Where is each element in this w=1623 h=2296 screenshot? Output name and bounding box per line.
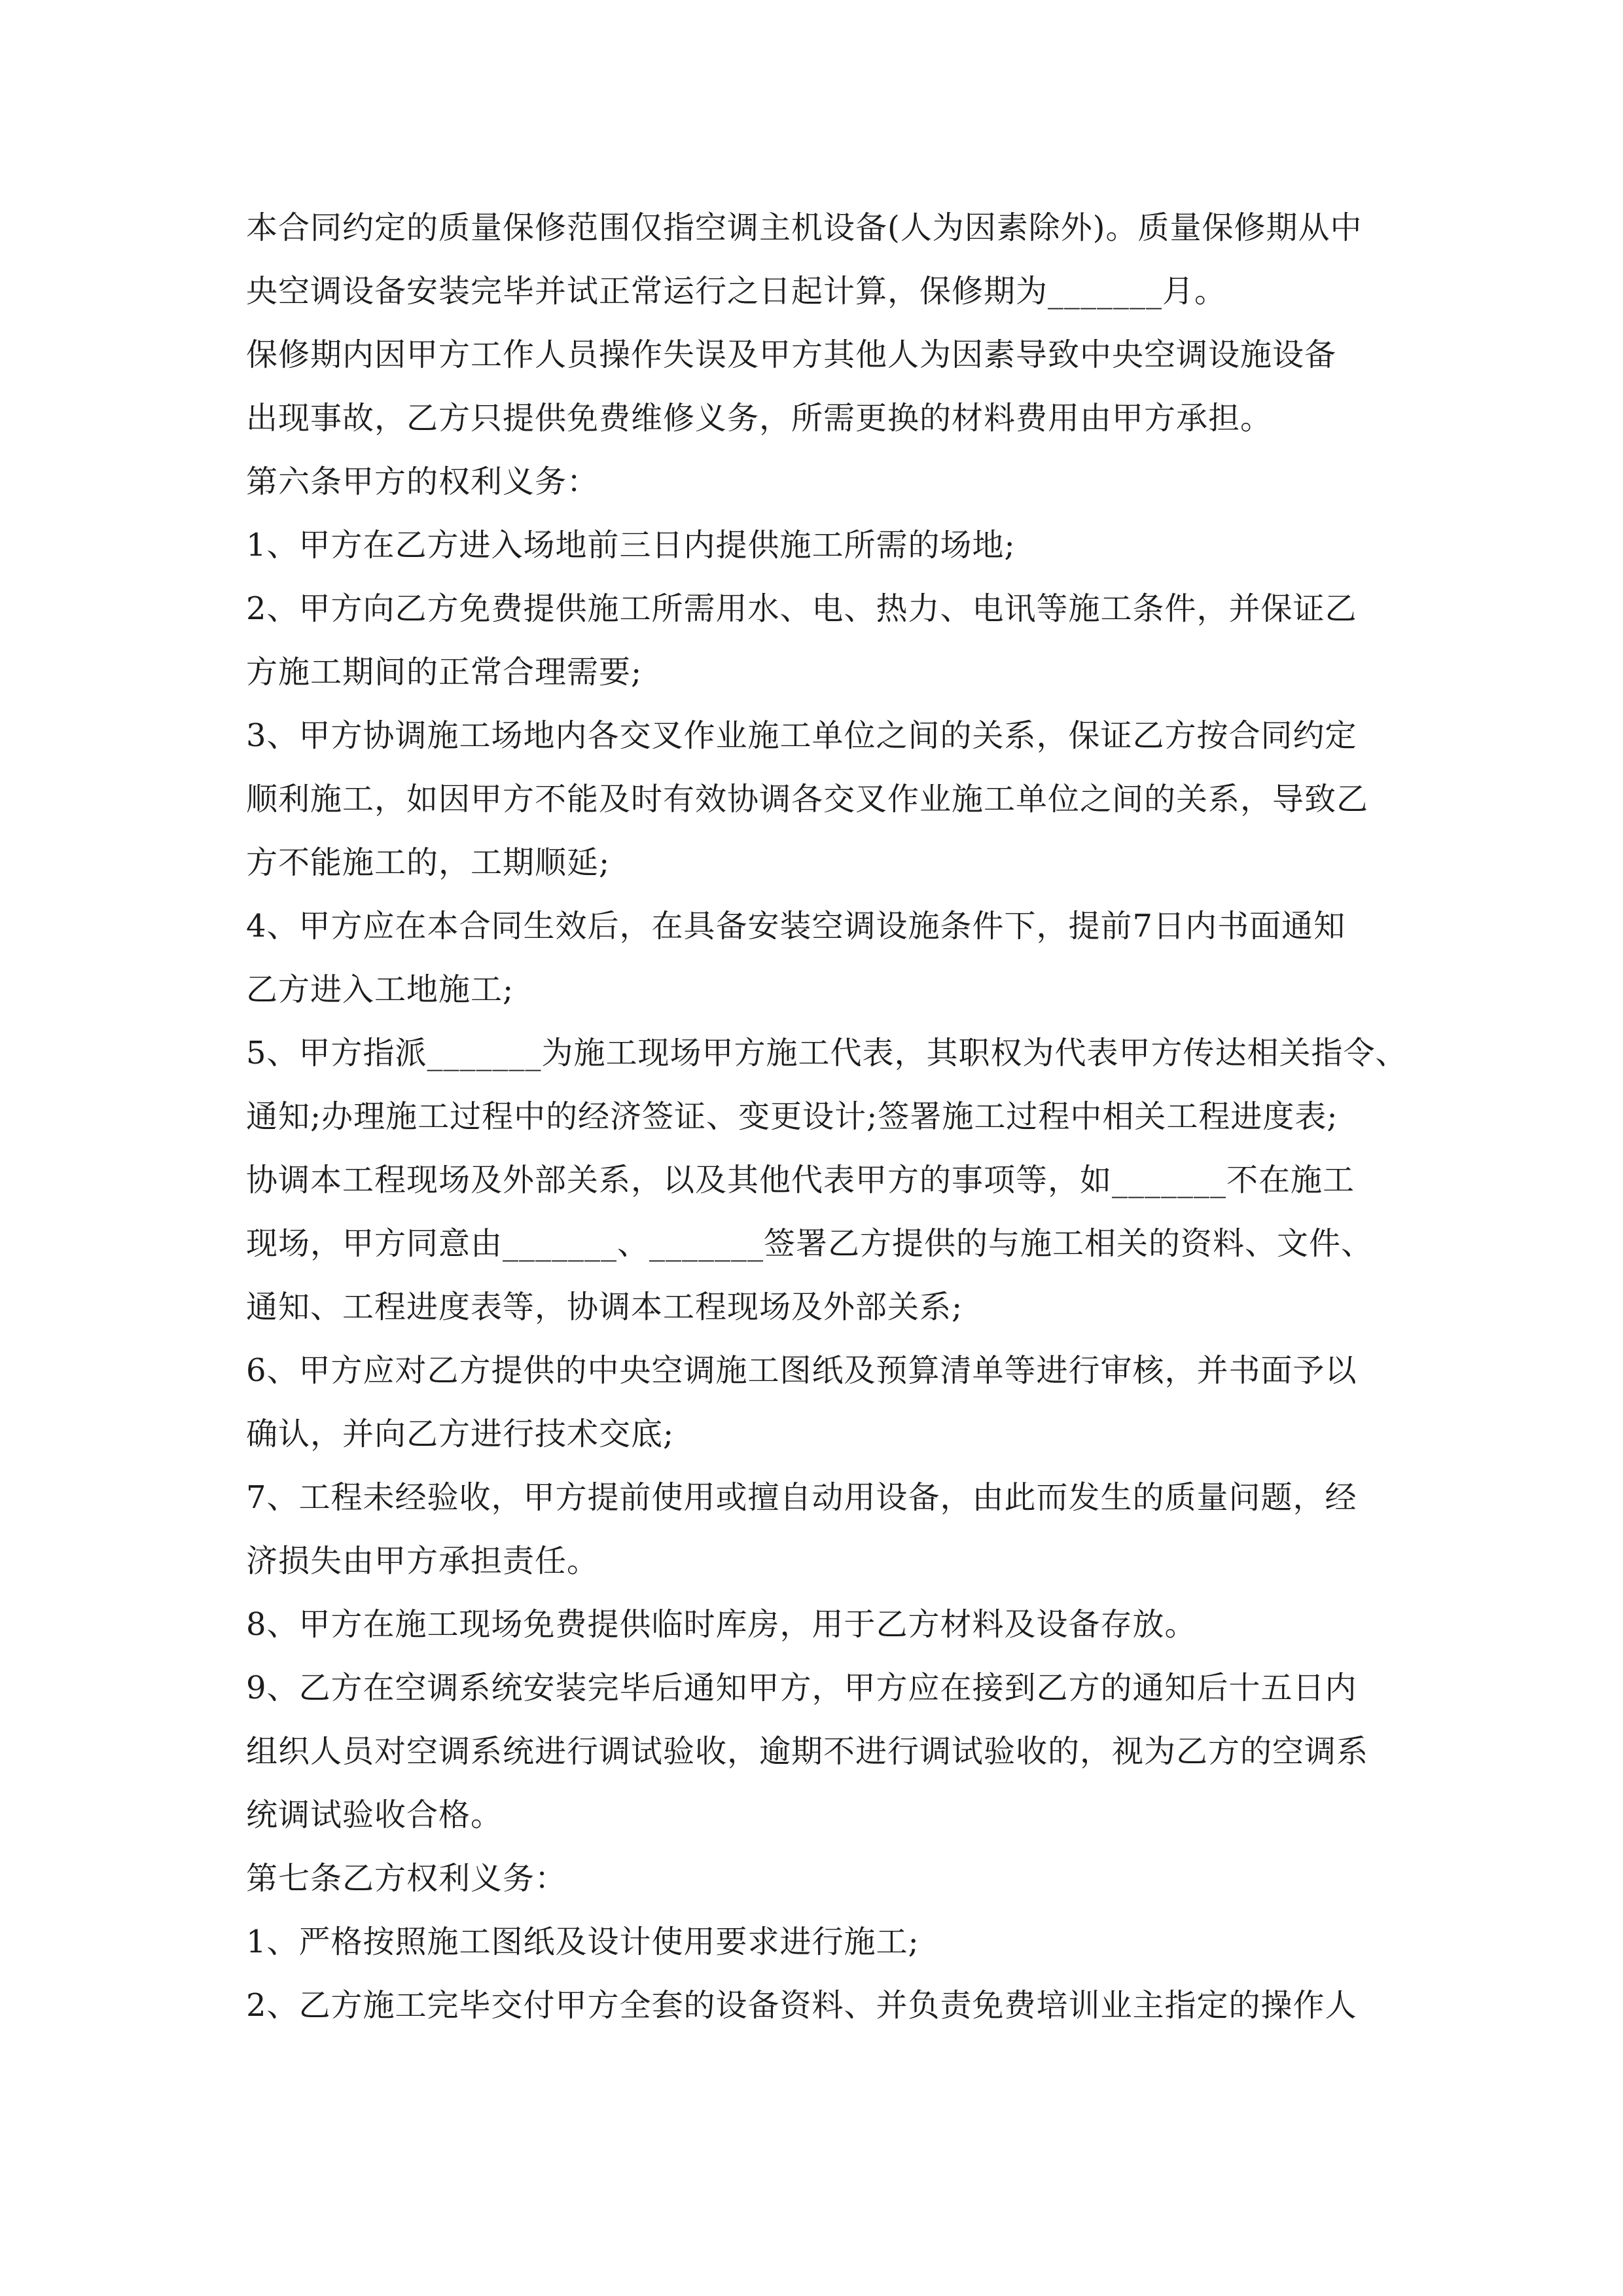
text-line: 1、甲方在乙方进入场地前三日内提供施工所需的场地; xyxy=(246,527,1016,564)
text-line: 乙方进入工地施工; xyxy=(246,971,514,1008)
text-line: 组织人员对空调系统进行调试验收，逾期不进行调试验收的，视为乙方的空调系 xyxy=(246,1733,1369,1770)
text-line: 保修期内因甲方工作人员操作失误及甲方其他人为因素导致中央空调设施设备 xyxy=(246,336,1337,373)
text-line: 2、甲方向乙方免费提供施工所需用水、电、热力、电讯等施工条件，并保证乙 xyxy=(246,590,1357,627)
text-line: 2、乙方施工完毕交付甲方全套的设备资料、并负责免费培训业主指定的操作人 xyxy=(246,1987,1357,2024)
text-line: 现场，甲方同意由_______、_______签署乙方提供的与施工相关的资料、文件、 xyxy=(246,1225,1374,1262)
text-line: 4、甲方应在本合同生效后，在具备安装空调设施条件下，提前7日内书面通知 xyxy=(246,908,1346,944)
text-line: 本合同约定的质量保修范围仅指空调主机设备(人为因素除外)。质量保修期从中 xyxy=(246,209,1363,246)
text-line: 7、工程未经验收，甲方提前使用或擅自动用设备，由此而发生的质量问题，经 xyxy=(246,1479,1357,1516)
text-line: 通知;办理施工过程中的经济签证、变更设计;签署施工过程中相关工程进度表; xyxy=(246,1098,1338,1135)
contract-text xyxy=(246,196,1408,2037)
text-line: 方不能施工的，工期顺延; xyxy=(246,844,611,881)
text-line: 济损失由甲方承担责任。 xyxy=(246,1543,599,1579)
text-line: 出现事故，乙方只提供免费维修义务，所需更换的材料费用由甲方承担。 xyxy=(246,400,1273,437)
text-line: 确认，并向乙方进行技术交底; xyxy=(246,1416,675,1452)
text-line: 6、甲方应对乙方提供的中央空调施工图纸及预算清单等进行审核，并书面予以 xyxy=(246,1352,1357,1389)
text-line: 统调试验收合格。 xyxy=(246,1797,503,1833)
text-line: 央空调设备安装完毕并试正常运行之日起计算，保修期为_______月。 xyxy=(246,273,1227,310)
text-line: 方施工期间的正常合理需要; xyxy=(246,654,643,691)
section-heading: 第七条乙方权利义务： xyxy=(246,1860,567,1897)
section-heading: 第六条甲方的权利义务： xyxy=(246,463,599,500)
text-line: 8、甲方在施工现场免费提供临时库房，用于乙方材料及设备存放。 xyxy=(246,1606,1197,1643)
text-line: 5、甲方指派_______为施工现场甲方施工代表，其职权为代表甲方传达相关指令、 xyxy=(246,1035,1408,1071)
text-line: 3、甲方协调施工场地内各交叉作业施工单位之间的关系，保证乙方按合同约定 xyxy=(246,717,1357,754)
text-line: 通知、工程进度表等，协调本工程现场及外部关系; xyxy=(246,1289,963,1325)
text-line: 顺利施工，如因甲方不能及时有效协调各交叉作业施工单位之间的关系，导致乙 xyxy=(246,781,1369,817)
text-line: 1、严格按照施工图纸及设计使用要求进行施工; xyxy=(246,1924,919,1960)
text-line: 9、乙方在空调系统安装完毕后通知甲方，甲方应在接到乙方的通知后十五日内 xyxy=(246,1670,1357,1706)
text-line: 协调本工程现场及外部关系，以及其他代表甲方的事项等，如_______不在施工 xyxy=(246,1162,1355,1198)
